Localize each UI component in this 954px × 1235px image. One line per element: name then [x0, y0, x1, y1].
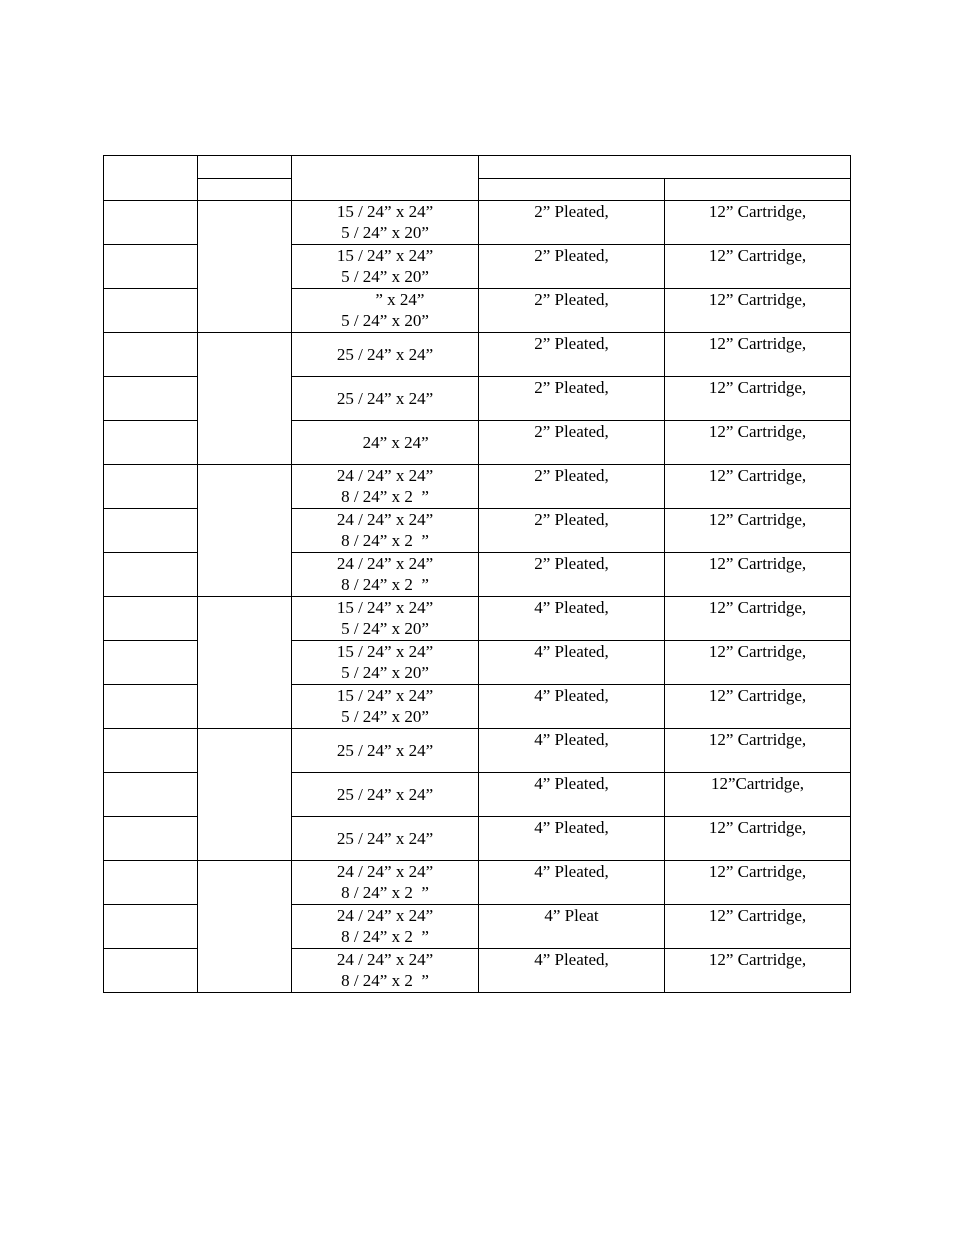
cartridge-filter-cell [665, 509, 851, 553]
cartridge-filter-text: 12”Cartridge, [711, 774, 804, 793]
model-cell [104, 773, 198, 817]
cartridge-filter-text: 12” Cartridge, [708, 554, 807, 573]
pleated-filter-text: 2” Pleated, [534, 510, 609, 529]
filter-size-line: 5 / 24” x 20” [341, 707, 429, 726]
filter-size-line: 25 / 24” x 24” [336, 829, 434, 848]
cartridge-filter-cell [665, 465, 851, 509]
group-cell [198, 861, 292, 993]
cartridge-filter-cell [665, 245, 851, 289]
pleated-filter-text: 4” Pleated, [534, 598, 609, 617]
filter-size-cell [292, 685, 479, 729]
filter-size-line: 8 / 24” x 2 ” [341, 927, 429, 946]
cartridge-filter-cell [665, 905, 851, 949]
cartridge-filter-text: 12” Cartridge, [708, 642, 807, 661]
cartridge-filter-cell [665, 949, 851, 993]
filter-size-cell [292, 201, 479, 245]
filter-size-line: 8 / 24” x 2 ” [341, 487, 429, 506]
pleated-filter-cell [479, 465, 665, 509]
table-row [104, 333, 851, 377]
filter-size-line: 24 / 24” x 24” [336, 510, 434, 529]
filter-size-cell [292, 509, 479, 553]
cartridge-filter-cell [665, 377, 851, 421]
header-row-1 [104, 156, 851, 179]
cartridge-filter-text: 12” Cartridge, [708, 510, 807, 529]
filter-size-cell [292, 641, 479, 685]
cartridge-filter-text: 12” Cartridge, [708, 202, 807, 221]
pleated-filter-text: 2” Pleated, [534, 466, 609, 485]
filter-size-line: 15 / 24” x 24” [336, 202, 434, 221]
filter-size-line: 8 / 24” x 2 ” [341, 575, 429, 594]
filter-size-line: 15 / 24” x 24” [336, 642, 434, 661]
model-cell [104, 245, 198, 289]
table-row [104, 861, 851, 905]
filter-size-line: ” x 24” [345, 290, 425, 309]
pleated-filter-text: 2” Pleated, [534, 202, 609, 221]
pleated-filter-text: 4” Pleated, [534, 686, 609, 705]
group-cell [198, 597, 292, 729]
model-cell [104, 817, 198, 861]
cartridge-filter-text: 12” Cartridge, [708, 246, 807, 265]
filter-size-cell [292, 597, 479, 641]
cartridge-filter-text: 12” Cartridge, [708, 422, 807, 441]
model-cell [104, 201, 198, 245]
model-cell [104, 377, 198, 421]
pleated-filter-text: 4” Pleated, [534, 730, 609, 749]
pleated-filter-text: 2” Pleated, [534, 290, 609, 309]
pleated-filter-cell [479, 641, 665, 685]
cartridge-filter-cell [665, 817, 851, 861]
cartridge-filter-cell [665, 685, 851, 729]
model-cell [104, 333, 198, 377]
header-cell-size [292, 156, 479, 201]
cartridge-filter-cell [665, 861, 851, 905]
group-cell [198, 729, 292, 861]
header-cell-cartridge [665, 179, 851, 201]
filter-size-line: 8 / 24” x 2 ” [341, 883, 429, 902]
pleated-filter-cell [479, 245, 665, 289]
filter-size-line: 5 / 24” x 20” [341, 311, 429, 330]
filter-size-line: 24 / 24” x 24” [336, 554, 434, 573]
filter-size-line: 15 / 24” x 24” [336, 686, 434, 705]
filter-size-line: 25 / 24” x 24” [336, 741, 434, 760]
group-cell [198, 333, 292, 465]
filter-size-line: 15 / 24” x 24” [336, 246, 434, 265]
pleated-filter-text: 2” Pleated, [534, 378, 609, 397]
model-cell [104, 949, 198, 993]
cartridge-filter-cell [665, 201, 851, 245]
filter-size-line: 5 / 24” x 20” [341, 619, 429, 638]
group-cell [198, 465, 292, 597]
pleated-filter-text: 4” Pleated, [534, 862, 609, 881]
group-cell [198, 201, 292, 333]
filter-spec-table-body [104, 156, 851, 993]
pleated-filter-cell [479, 817, 665, 861]
cartridge-filter-text: 12” Cartridge, [708, 686, 807, 705]
header-cell-group [198, 156, 292, 179]
filter-size-cell [292, 421, 479, 465]
filter-size-cell [292, 861, 479, 905]
cartridge-filter-cell [665, 641, 851, 685]
header-cell-model [104, 156, 198, 179]
filter-size-line: 25 / 24” x 24” [336, 345, 434, 364]
model-cell [104, 509, 198, 553]
table-row [104, 597, 851, 641]
cartridge-filter-cell [665, 597, 851, 641]
filter-size-line: 25 / 24” x 24” [336, 389, 434, 408]
table-row [104, 465, 851, 509]
pleated-filter-cell [479, 333, 665, 377]
cartridge-filter-text: 12” Cartridge, [708, 818, 807, 837]
pleated-filter-cell [479, 861, 665, 905]
filter-size-line: 24 / 24” x 24” [336, 906, 434, 925]
filter-size-cell [292, 245, 479, 289]
cartridge-filter-cell [665, 773, 851, 817]
pleated-filter-cell [479, 773, 665, 817]
pleated-filter-cell [479, 377, 665, 421]
filter-size-cell [292, 817, 479, 861]
pleated-filter-cell [479, 201, 665, 245]
model-cell [104, 289, 198, 333]
cartridge-filter-text: 12” Cartridge, [708, 730, 807, 749]
model-cell [104, 465, 198, 509]
pleated-filter-text: 4” Pleated, [534, 642, 609, 661]
filter-spec-table [103, 155, 851, 993]
pleated-filter-text: 2” Pleated, [534, 334, 609, 353]
pleated-filter-cell [479, 685, 665, 729]
filter-size-line: 25 / 24” x 24” [336, 785, 434, 804]
filter-size-line: 5 / 24” x 20” [341, 223, 429, 242]
cartridge-filter-text: 12” Cartridge, [708, 466, 807, 485]
model-cell [104, 553, 198, 597]
model-cell [104, 685, 198, 729]
filter-size-cell [292, 729, 479, 773]
pleated-filter-text: 4” Pleated, [534, 774, 609, 793]
cartridge-filter-cell [665, 289, 851, 333]
pleated-filter-cell [479, 509, 665, 553]
cartridge-filter-text: 12” Cartridge, [708, 334, 807, 353]
cartridge-filter-cell [665, 553, 851, 597]
filter-size-line: 5 / 24” x 20” [341, 663, 429, 682]
table-row [104, 201, 851, 245]
header-cell-model-lower [104, 179, 198, 201]
filter-size-line: 24 / 24” x 24” [336, 950, 434, 969]
pleated-filter-cell [479, 553, 665, 597]
pleated-filter-cell [479, 905, 665, 949]
model-cell [104, 905, 198, 949]
pleated-filter-cell [479, 949, 665, 993]
filter-size-line: 15 / 24” x 24” [336, 598, 434, 617]
cartridge-filter-cell [665, 421, 851, 465]
filter-size-cell [292, 553, 479, 597]
pleated-filter-text: 4” Pleat [544, 906, 599, 925]
pleated-filter-text: 2” Pleated, [534, 554, 609, 573]
filter-size-cell [292, 949, 479, 993]
filter-size-line: 5 / 24” x 20” [341, 267, 429, 286]
pleated-filter-text: 2” Pleated, [534, 422, 609, 441]
filter-size-cell [292, 289, 479, 333]
filter-size-line: 8 / 24” x 2 ” [341, 531, 429, 550]
filter-size-cell [292, 333, 479, 377]
cartridge-filter-text: 12” Cartridge, [708, 906, 807, 925]
model-cell [104, 861, 198, 905]
filter-size-cell [292, 465, 479, 509]
cartridge-filter-text: 12” Cartridge, [708, 862, 807, 881]
model-cell [104, 421, 198, 465]
header-cell-pleated [479, 179, 665, 201]
pleated-filter-text: 2” Pleated, [534, 246, 609, 265]
filter-size-line: 24” x 24” [341, 433, 429, 452]
filter-size-cell [292, 377, 479, 421]
cartridge-filter-cell [665, 729, 851, 773]
cartridge-filter-text: 12” Cartridge, [708, 950, 807, 969]
pleated-filter-cell [479, 597, 665, 641]
filter-size-line: 24 / 24” x 24” [336, 466, 434, 485]
filter-size-line: 8 / 24” x 2 ” [341, 971, 429, 990]
table-row [104, 729, 851, 773]
filter-size-line: 24 / 24” x 24” [336, 862, 434, 881]
model-cell [104, 729, 198, 773]
cartridge-filter-cell [665, 333, 851, 377]
model-cell [104, 641, 198, 685]
cartridge-filter-text: 12” Cartridge, [708, 290, 807, 309]
pleated-filter-cell [479, 289, 665, 333]
pleated-filter-cell [479, 729, 665, 773]
filter-size-cell [292, 905, 479, 949]
pleated-filter-cell [479, 421, 665, 465]
pleated-filter-text: 4” Pleated, [534, 818, 609, 837]
header-cell-filters [479, 156, 851, 179]
filter-size-cell [292, 773, 479, 817]
cartridge-filter-text: 12” Cartridge, [708, 378, 807, 397]
header-cell-group-lower [198, 179, 292, 201]
pleated-filter-text: 4” Pleated, [534, 950, 609, 969]
cartridge-filter-text: 12” Cartridge, [708, 598, 807, 617]
model-cell [104, 597, 198, 641]
